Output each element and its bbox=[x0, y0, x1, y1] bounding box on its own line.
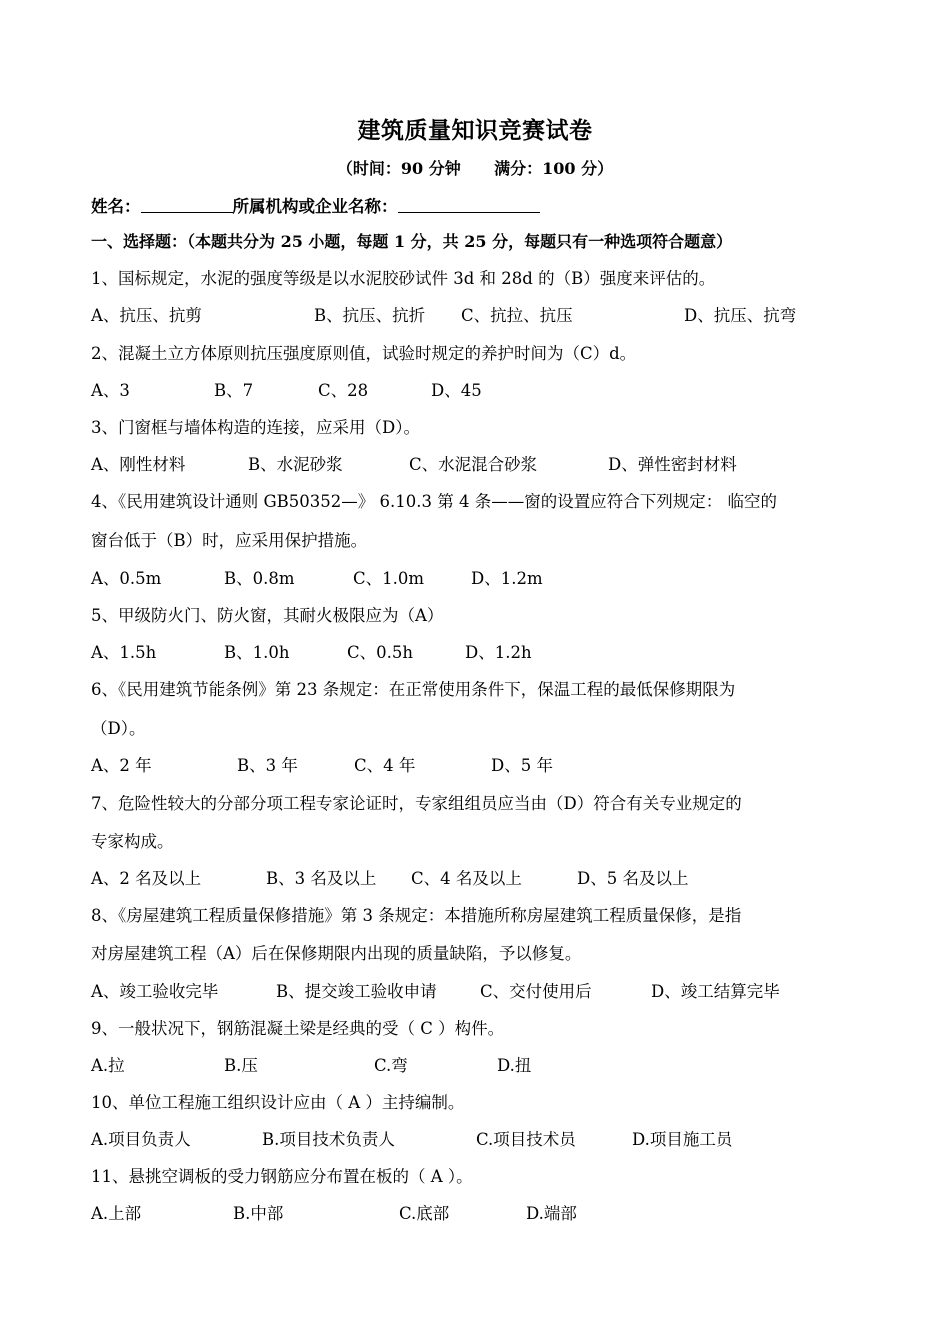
org-label: 所属机构或企业名称： bbox=[232, 197, 398, 216]
option-a: A、2 名及以上 bbox=[91, 869, 202, 888]
question-9-options bbox=[91, 1055, 871, 1077]
option-c: C、水泥混合砂浆 bbox=[409, 455, 538, 474]
question-6-text: 6、《民用建筑节能条例》第 23 条规定：在正常使用条件下，保温工程的最低保修期限为 bbox=[91, 680, 736, 699]
option-b: B、1.0h bbox=[224, 643, 290, 662]
question-1-options bbox=[91, 305, 871, 327]
question-3-text: 3、门窗框与墙体构造的连接，应采用（D）。 bbox=[91, 418, 420, 437]
option-a: A、0.5m bbox=[91, 569, 162, 588]
option-a: A、竣工验收完毕 bbox=[91, 982, 219, 1001]
question-3-options bbox=[91, 454, 871, 476]
option-c: C、0.5h bbox=[347, 643, 413, 662]
question-4-text: 窗台低于（B）时，应采用保护措施。 bbox=[91, 531, 368, 550]
question-10-text: 10、单位工程施工组织设计应由（ A ）主持编制。 bbox=[91, 1093, 465, 1112]
option-c: C、4 名及以上 bbox=[411, 869, 522, 888]
question-6-options bbox=[91, 755, 871, 777]
question-7-text: 专家构成。 bbox=[91, 832, 174, 851]
option-c: C.弯 bbox=[374, 1056, 408, 1075]
option-d: D.扭 bbox=[497, 1056, 532, 1075]
question-8-text: 对房屋建筑工程（A）后在保修期限内出现的质量缺陷，予以修复。 bbox=[91, 944, 582, 963]
question-8-text: 8、《房屋建筑工程质量保修措施》第 3 条规定：本措施所称房屋建筑工程质量保修，是指 bbox=[91, 906, 742, 925]
question-7-options bbox=[91, 868, 871, 890]
question-10-options bbox=[91, 1129, 871, 1151]
option-b: B、提交竣工验收申请 bbox=[276, 982, 437, 1001]
question-2-options bbox=[91, 380, 871, 402]
org-field[interactable] bbox=[398, 195, 540, 213]
section-heading: 一、选择题：（本题共分为 25 小题，每题 1 分，共 25 分，每题只有一种选项符合题意） bbox=[91, 232, 733, 251]
option-b: B.项目技术负责人 bbox=[262, 1130, 395, 1149]
page-title: 建筑质量知识竞赛试卷 bbox=[357, 117, 593, 144]
question-11-text: 11、悬挑空调板的受力钢筋应分布置在板的（ A ）。 bbox=[91, 1167, 473, 1186]
option-c: C.项目技术员 bbox=[476, 1130, 576, 1149]
option-b: B、3 年 bbox=[237, 756, 298, 775]
option-d: D、1.2h bbox=[465, 643, 532, 662]
option-a: A、刚性材料 bbox=[91, 455, 186, 474]
question-7-text: 7、危险性较大的分部分项工程专家论证时，专家组组员应当由（D）符合有关专业规定的 bbox=[91, 794, 742, 813]
question-4-options bbox=[91, 568, 871, 590]
option-a: A.拉 bbox=[91, 1056, 125, 1075]
option-d: D、竣工结算完毕 bbox=[651, 982, 780, 1001]
option-b: B、7 bbox=[214, 381, 254, 400]
option-c: C.底部 bbox=[399, 1204, 450, 1223]
option-a: A、1.5h bbox=[91, 643, 157, 662]
option-d: D.端部 bbox=[526, 1204, 577, 1223]
option-c: C、交付使用后 bbox=[480, 982, 592, 1001]
option-a: A、3 bbox=[91, 381, 130, 400]
option-d: D、抗压、抗弯 bbox=[684, 306, 797, 325]
question-5-text: 5、甲级防火门、防火窗，其耐火极限应为（A） bbox=[91, 606, 444, 625]
option-c: C、28 bbox=[318, 381, 369, 400]
option-a: A、2 年 bbox=[91, 756, 152, 775]
name-label: 姓名： bbox=[91, 197, 141, 216]
name-field[interactable] bbox=[141, 195, 233, 213]
option-d: D、1.2m bbox=[471, 569, 543, 588]
option-a: A、抗压、抗剪 bbox=[91, 306, 202, 325]
question-1-text: 1、国标规定，水泥的强度等级是以水泥胶砂试件 3d 和 28d 的（B）强度来评估的。 bbox=[91, 269, 716, 288]
option-a: A.上部 bbox=[91, 1204, 142, 1223]
option-d: D、45 bbox=[431, 381, 482, 400]
option-b: B、0.8m bbox=[224, 569, 295, 588]
option-d: D、5 名及以上 bbox=[577, 869, 689, 888]
option-c: C、1.0m bbox=[353, 569, 425, 588]
question-2-text: 2、混凝土立方体原则抗压强度原则值，试验时规定的养护时间为（C）d。 bbox=[91, 344, 637, 363]
question-8-options bbox=[91, 981, 871, 1003]
option-b: B.中部 bbox=[233, 1204, 284, 1223]
question-5-options bbox=[91, 642, 871, 664]
exam-subtitle: （时间：90 分钟 满分：100 分） bbox=[336, 159, 614, 178]
question-6-text: （D）。 bbox=[91, 719, 146, 738]
question-4-text: 4、《民用建筑设计通则 GB50352—》 6.10.3 第 4 条——窗的设置应符合下列规定： 临空的 bbox=[91, 492, 777, 511]
question-11-options bbox=[91, 1203, 871, 1225]
option-b: B.压 bbox=[224, 1056, 258, 1075]
option-b: B、抗压、抗折 bbox=[314, 306, 426, 325]
option-d: D、弹性密封材料 bbox=[608, 455, 737, 474]
option-c: C、4 年 bbox=[354, 756, 416, 775]
option-c: C、抗拉、抗压 bbox=[461, 306, 573, 325]
option-d: D.项目施工员 bbox=[632, 1130, 733, 1149]
option-b: B、水泥砂浆 bbox=[248, 455, 343, 474]
question-9-text: 9、一般状况下，钢筋混凝土梁是经典的受（ C ）构件。 bbox=[91, 1019, 505, 1038]
option-a: A.项目负责人 bbox=[91, 1130, 191, 1149]
form-row bbox=[91, 195, 871, 218]
option-b: B、3 名及以上 bbox=[266, 869, 377, 888]
option-d: D、5 年 bbox=[491, 756, 553, 775]
